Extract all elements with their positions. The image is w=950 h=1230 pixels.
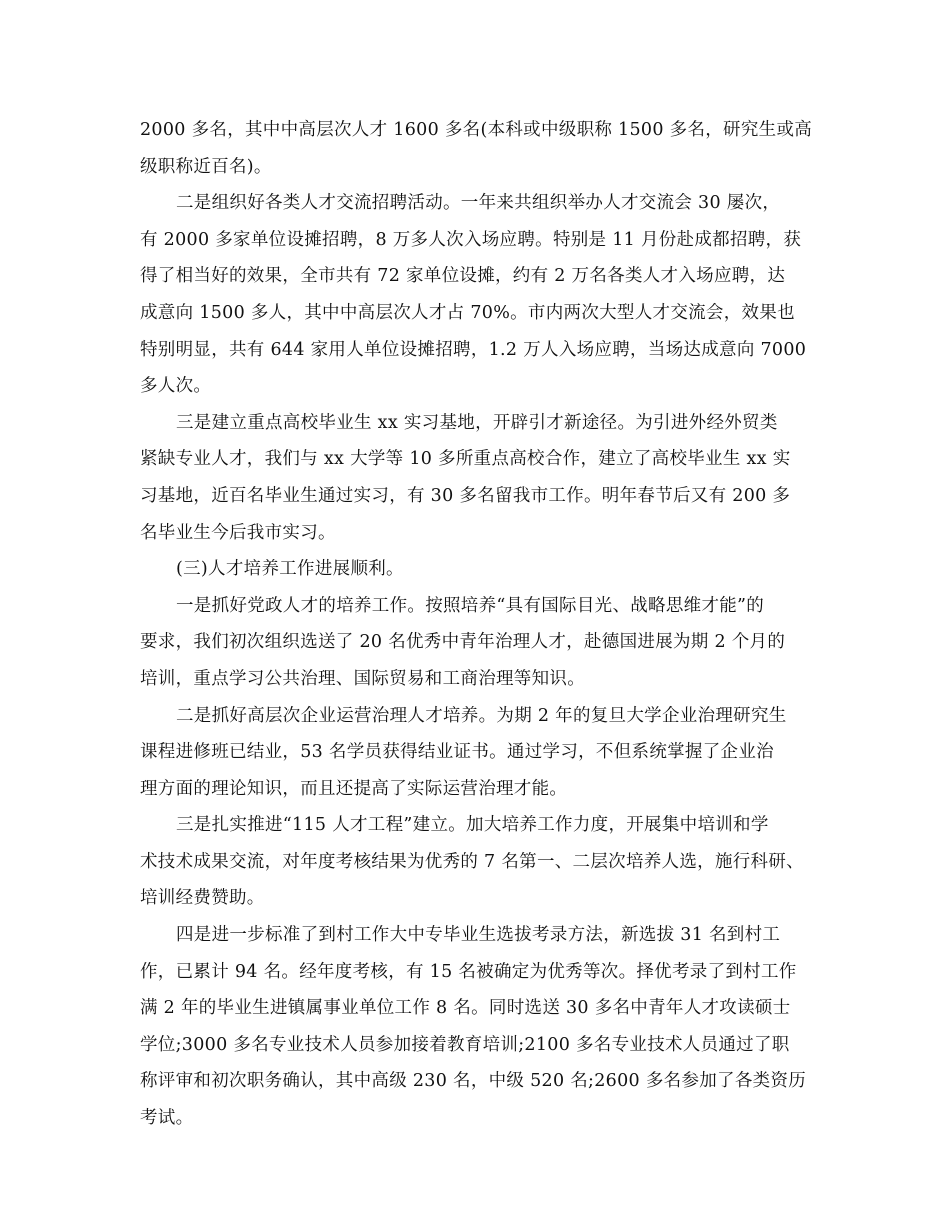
paragraph-line: 学位;3000 多名专业技术人员参加接着教育培训;2100 多名专业技术人员通过了职 <box>140 1034 790 1055</box>
paragraph-line: 多人次。 <box>140 376 212 397</box>
paragraph-line: 二是组织好各类人才交流招聘活动。一年来共组织举办人才交流会 30 屡次， <box>176 193 781 214</box>
paragraph-line: 术技术成果交流，对年度考核结果为优秀的 7 名第一、二层次培养人选，施行科研、 <box>140 851 804 872</box>
paragraph-line: 考试。 <box>140 1108 194 1129</box>
paragraph-line: 要求，我们初次组织选送了 20 名优秀中青年治理人才，赴德国进展为期 2 个月的 <box>140 632 786 653</box>
paragraph-line: 三是扎实推进“115 人才工程”建立。加大培养工作力度，开展集中培训和学 <box>176 815 769 836</box>
paragraph-line: 成意向 1500 多人，其中中高层次人才占 70%。市内两次大型人才交流会，效果也 <box>140 302 795 323</box>
paragraph-line: 级职称近百名)。 <box>140 156 272 177</box>
section-heading: (三)人才培养工作进展顺利。 <box>176 559 404 580</box>
paragraph-line: 得了相当好的效果，全市共有 72 家单位设摊，约有 2 万名各类人才入场应聘，达 <box>140 266 786 287</box>
paragraph-line: 一是抓好党政人才的培养工作。按照培养“具有国际目光、战略思维才能”的 <box>176 595 765 616</box>
paragraph-line: 称评审和初次职务确认，其中高级 230 名，中级 520 名;2600 多名参加了各类资历 <box>140 1071 807 1092</box>
paragraph-line: 三是建立重点高校毕业生 xx 实习基地，开辟引才新途径。为引进外经外贸类 <box>176 412 778 433</box>
paragraph-line: 培训经费赞助。 <box>140 888 265 909</box>
paragraph-line: 四是进一步标准了到村工作大中专毕业生选拔考录方法，新选拔 31 名到村工 <box>176 925 781 946</box>
paragraph-line: 有 2000 多家单位设摊招聘，8 万多人次入场应聘。特别是 11 月份赴成都招聘，获 <box>140 229 802 250</box>
paragraph-line: 满 2 年的毕业生进镇属事业单位工作 8 名。同时选送 30 多名中青年人才攻读硕士 <box>140 998 791 1019</box>
paragraph-line: 作，已累计 94 名。经年度考核，有 15 名被确定为优秀等次。择优考录了到村工作 <box>140 961 797 982</box>
paragraph-line: 理方面的理论知识，而且还提高了实际运营治理才能。 <box>140 778 568 799</box>
paragraph-line: 培训，重点学习公共治理、国际贸易和工商治理等知识。 <box>140 668 585 689</box>
paragraph-line: 二是抓好高层次企业运营治理人才培养。为期 2 年的复旦大学企业治理研究生 <box>176 705 787 726</box>
paragraph-line: 名毕业生今后我市实习。 <box>140 522 336 543</box>
paragraph-line: 2000 多名，其中中高层次人才 1600 多名(本科或中级职称 1500 多名，研究生或高 <box>140 120 813 140</box>
document-body <box>140 112 820 1137</box>
paragraph-line: 习基地，近百名毕业生通过实习，有 30 多名留我市工作。明年春节后又有 200 多 <box>140 485 791 506</box>
paragraph-line: 课程进修班已结业，53 名学员获得结业证书。通过学习，不但系统掌握了企业治 <box>140 742 774 763</box>
paragraph-line: 特别明显，共有 644 家用人单位设摊招聘，1.2 万人入场应聘，当场达成意向 7000 <box>140 339 807 360</box>
paragraph-line: 紧缺专业人才，我们与 xx 大学等 10 多所重点高校合作，建立了高校毕业生 xx 实 <box>140 449 791 470</box>
